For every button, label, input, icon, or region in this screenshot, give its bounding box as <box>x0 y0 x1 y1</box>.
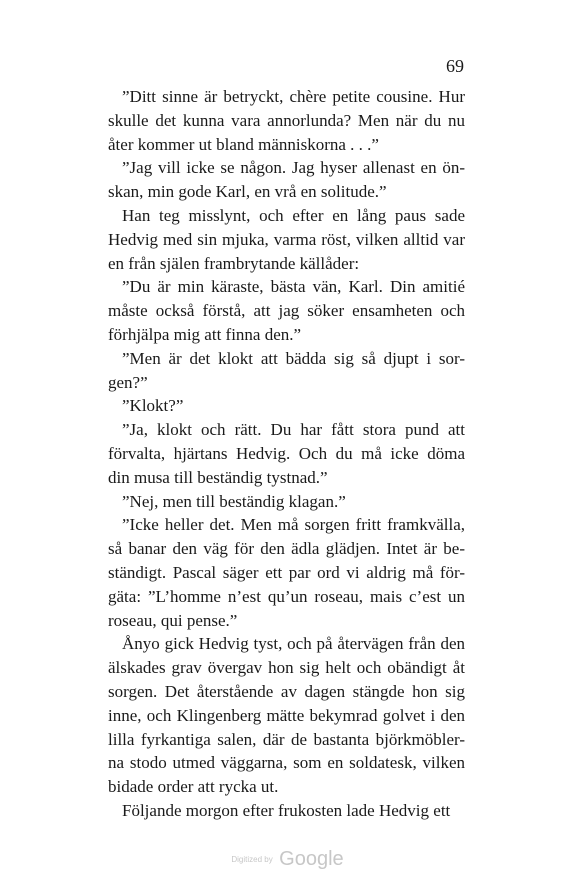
digitized-by-label: Digitized by <box>231 855 273 864</box>
text-line: bidade order att rycka ut. <box>108 777 279 797</box>
text-line: så banar den väg för den ädla glädjen. Intet är be- <box>108 539 465 559</box>
text-line: inne, och Klingenberg mätte bekymrad golvet i den <box>108 705 465 725</box>
text-line: ”Du är min käraste, bästa vän, Karl. Din amitié <box>122 277 465 297</box>
text-line: ständigt. Pascal säger ett par ord vi aldrig må för- <box>108 562 465 582</box>
text-line: Hedvig med sin mjuka, varma röst, vilken alltid var <box>108 229 465 249</box>
text-line: Han teg misslynt, och efter en lång paus sade <box>122 205 465 225</box>
text-line: en från själen frambrytande källåder: <box>108 253 360 273</box>
text-line: ”Nej, men till beständig klagan.” <box>122 491 346 511</box>
text-line: ”Klokt?” <box>122 396 184 416</box>
text-line: gäta: ”L’homme n’est qu’un roseau, mais c’est un <box>108 586 465 606</box>
text-line: förvalta, hjärtans Hedvig. Och du må icke döma <box>108 443 465 463</box>
text-line: ”Icke heller det. Men må sorgen fritt framkvälla, <box>122 515 465 535</box>
text-line: na stodo utmed väggarna, som en soldatesk, vilken <box>108 753 465 773</box>
digitization-watermark <box>0 848 575 871</box>
text-line: förhjälpa mig att finna den.” <box>108 324 302 344</box>
text-line: ”Jag vill icke se någon. Jag hyser allenast en ön- <box>122 158 465 178</box>
text-line: sorgen. Det återstående av dagen stängde hon sig <box>108 681 465 701</box>
text-line: Ånyo gick Hedvig tyst, och på återvägen från den <box>122 634 465 654</box>
text-line: din musa till beständig tystnad.” <box>108 467 328 487</box>
text-line: ”Ja, klokt och rätt. Du har fått stora pund att <box>122 420 465 440</box>
text-line: Följande morgon efter frukosten lade Hedvig ett <box>122 800 451 820</box>
text-line: ”Ditt sinne är betryckt, chère petite cousine. Hur <box>122 87 465 106</box>
text-line: skulle det kunna vara annorlunda? Men när du nu <box>108 110 465 130</box>
text-line: måste också förstå, att jag söker ensamheten och <box>108 301 465 321</box>
text-line: lilla fyrkantiga salen, där de bastanta björkmöbler- <box>108 729 465 749</box>
text-line: skan, min gode Karl, en vrå en solitude.” <box>108 182 387 202</box>
text-line: ”Men är det klokt att bädda sig så djupt i sor- <box>122 348 465 368</box>
text-line: roseau, qui pense.” <box>108 610 238 630</box>
text-line: gen?” <box>108 372 148 392</box>
text-line: åter kommer ut bland människorna . . .” <box>108 134 379 154</box>
google-logo-text: Google <box>279 848 344 870</box>
page-number: 69 <box>446 56 464 76</box>
text-line: älskades grav övergav hon sig helt och obändigt åt <box>108 658 465 678</box>
body-text <box>108 85 465 823</box>
